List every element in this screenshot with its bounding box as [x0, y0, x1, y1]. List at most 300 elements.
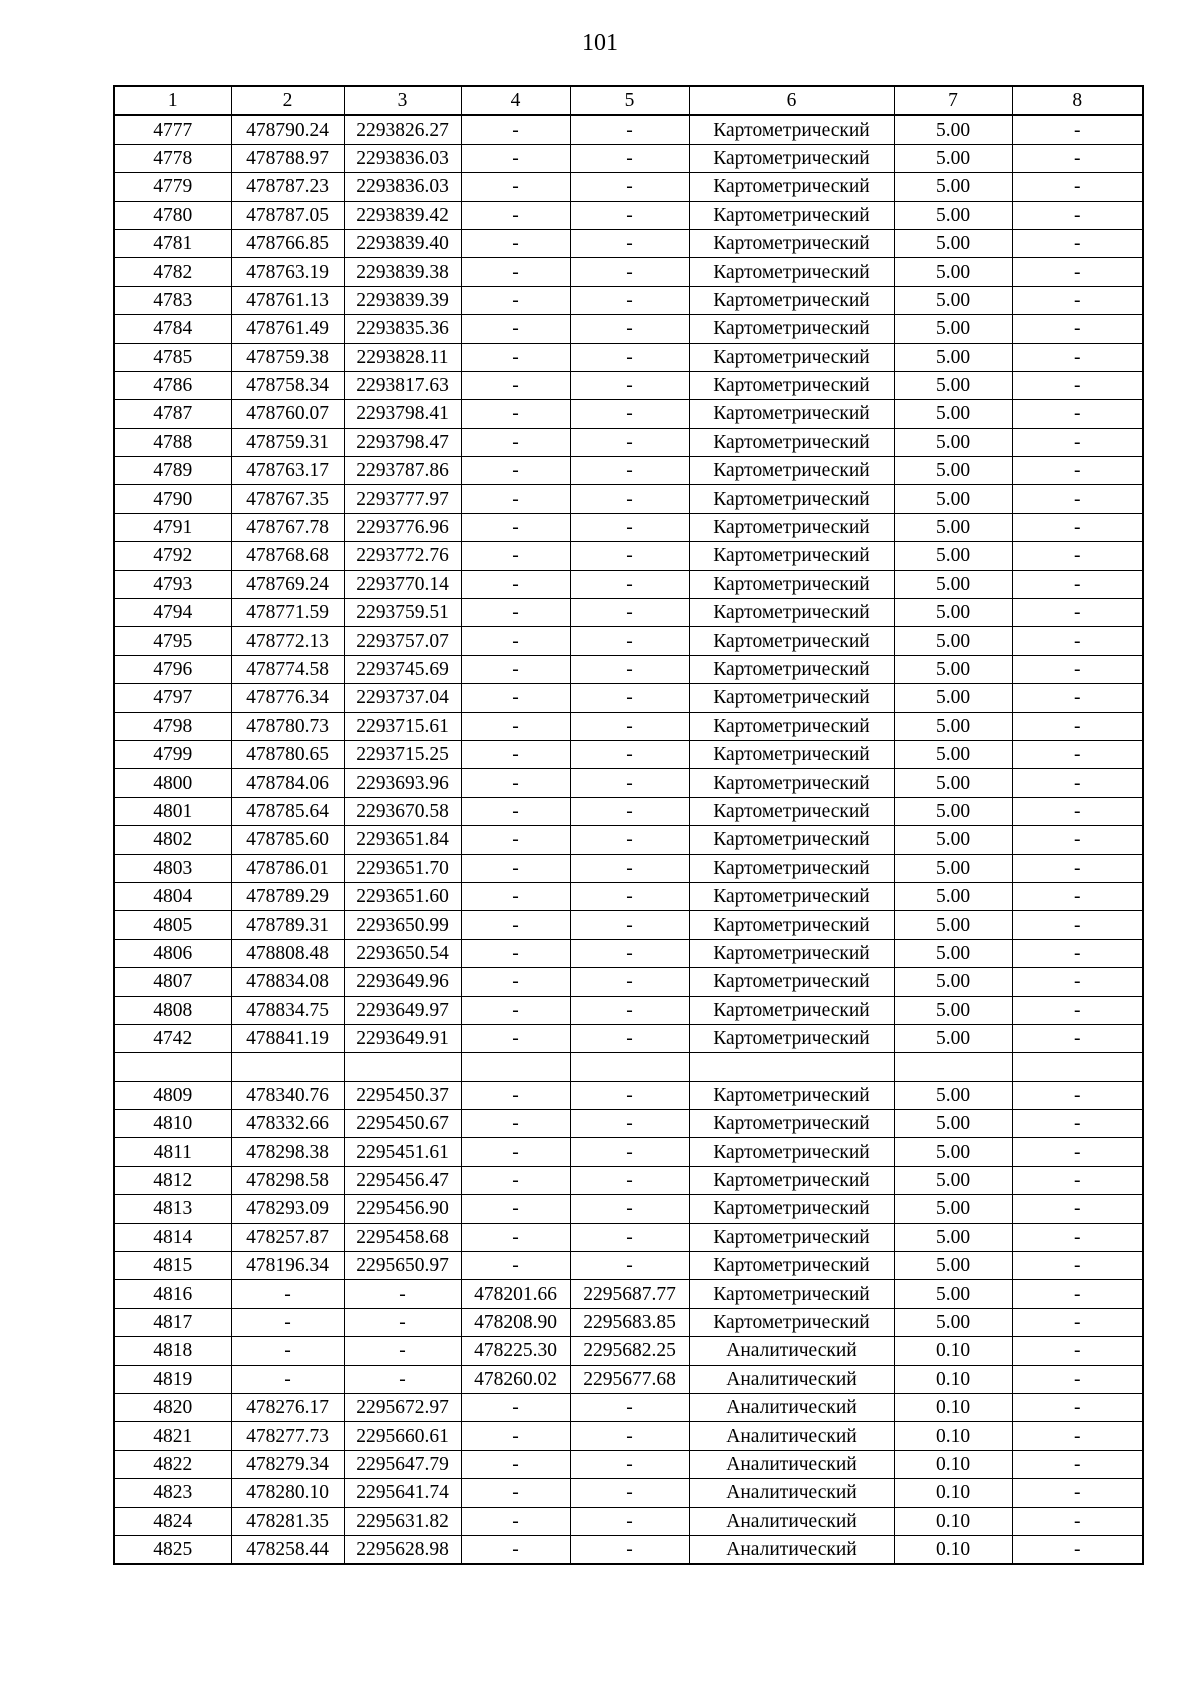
- table-cell: -: [461, 1138, 570, 1166]
- table-cell: 5.00: [894, 542, 1012, 570]
- table-cell: 478790.24: [231, 115, 344, 144]
- table-cell: 5.00: [894, 769, 1012, 797]
- table-cell: Аналитический: [689, 1535, 894, 1564]
- table-cell: [461, 1053, 570, 1081]
- table-cell: -: [1012, 457, 1143, 485]
- table-cell: 5.00: [894, 1081, 1012, 1109]
- table-cell: -: [461, 1110, 570, 1138]
- table-cell: 478759.38: [231, 343, 344, 371]
- table-cell: -: [1012, 343, 1143, 371]
- table-cell: 2295450.67: [344, 1110, 461, 1138]
- table-cell: 478834.75: [231, 996, 344, 1024]
- table-cell: -: [570, 1195, 689, 1223]
- table-cell: Картометрический: [689, 400, 894, 428]
- table-cell: 4796: [114, 655, 231, 683]
- table-cell: 478769.24: [231, 570, 344, 598]
- table-cell: -: [461, 1252, 570, 1280]
- table-cell: Картометрический: [689, 769, 894, 797]
- table-cell: Картометрический: [689, 201, 894, 229]
- table-cell: 4819: [114, 1365, 231, 1393]
- table-row: [114, 854, 1143, 882]
- table-cell: -: [1012, 1166, 1143, 1194]
- table-cell: -: [461, 882, 570, 910]
- table-cell: 2293828.11: [344, 343, 461, 371]
- table-cell: -: [1012, 201, 1143, 229]
- table-cell: 4791: [114, 513, 231, 541]
- table-cell: 4788: [114, 428, 231, 456]
- table-cell: 2295672.97: [344, 1393, 461, 1421]
- table-cell: 4786: [114, 371, 231, 399]
- table-cell: 2295631.82: [344, 1507, 461, 1535]
- table-cell: 478763.19: [231, 258, 344, 286]
- table-cell: 478780.65: [231, 740, 344, 768]
- table-cell: 2293836.03: [344, 144, 461, 172]
- table-cell: 2293651.84: [344, 826, 461, 854]
- table-cell: -: [461, 627, 570, 655]
- table-cell: 2295628.98: [344, 1535, 461, 1564]
- table-cell: -: [570, 371, 689, 399]
- table-cell: -: [1012, 1280, 1143, 1308]
- table-cell: -: [1012, 769, 1143, 797]
- table-cell: 5.00: [894, 570, 1012, 598]
- table-cell: -: [1012, 1365, 1143, 1393]
- table-row: [114, 1166, 1143, 1194]
- table-cell: 2295650.97: [344, 1252, 461, 1280]
- table-cell: 478293.09: [231, 1195, 344, 1223]
- table-cell: -: [1012, 173, 1143, 201]
- table-row: [114, 1053, 1143, 1081]
- table-row: [114, 1479, 1143, 1507]
- table-cell: 5.00: [894, 315, 1012, 343]
- table-cell: -: [1012, 513, 1143, 541]
- table-row: [114, 258, 1143, 286]
- table-cell: 0.10: [894, 1422, 1012, 1450]
- table-cell: Картометрический: [689, 627, 894, 655]
- table-cell: 478763.17: [231, 457, 344, 485]
- table-cell: 478225.30: [461, 1337, 570, 1365]
- table-cell: -: [461, 144, 570, 172]
- table-cell: -: [1012, 1024, 1143, 1052]
- page-number: 101: [582, 30, 618, 56]
- table-row: [114, 513, 1143, 541]
- table-cell: 4781: [114, 229, 231, 257]
- table-cell: -: [231, 1308, 344, 1336]
- table-cell: 478772.13: [231, 627, 344, 655]
- table-cell: 4809: [114, 1081, 231, 1109]
- table-cell: 4824: [114, 1507, 231, 1535]
- table-cell: 4815: [114, 1252, 231, 1280]
- table-row: [114, 485, 1143, 513]
- table-cell: -: [461, 1479, 570, 1507]
- table-cell: -: [570, 911, 689, 939]
- table-cell: -: [1012, 655, 1143, 683]
- table-cell: 478758.34: [231, 371, 344, 399]
- table-cell: -: [570, 400, 689, 428]
- table-cell: 5.00: [894, 996, 1012, 1024]
- table-cell: -: [461, 513, 570, 541]
- table-cell: -: [461, 599, 570, 627]
- table-cell: -: [461, 1535, 570, 1564]
- table-cell: -: [570, 1166, 689, 1194]
- table-cell: Картометрический: [689, 144, 894, 172]
- table-cell: 2293839.40: [344, 229, 461, 257]
- column-header: 4: [461, 86, 570, 115]
- table-row: [114, 1535, 1143, 1564]
- table-cell: 478767.35: [231, 485, 344, 513]
- column-header: 2: [231, 86, 344, 115]
- table-cell: 2295683.85: [570, 1308, 689, 1336]
- table-cell: Картометрический: [689, 229, 894, 257]
- table-cell: 2293839.42: [344, 201, 461, 229]
- table-cell: Картометрический: [689, 996, 894, 1024]
- table-row: [114, 570, 1143, 598]
- table-cell: 2293787.86: [344, 457, 461, 485]
- table-cell: -: [1012, 1479, 1143, 1507]
- table-cell: -: [1012, 400, 1143, 428]
- table-row: [114, 343, 1143, 371]
- table-row: [114, 400, 1143, 428]
- table-cell: 2293651.70: [344, 854, 461, 882]
- table-cell: 478768.68: [231, 542, 344, 570]
- table-cell: Картометрический: [689, 315, 894, 343]
- table-cell: 5.00: [894, 968, 1012, 996]
- table-cell: 0.10: [894, 1337, 1012, 1365]
- table-cell: -: [1012, 485, 1143, 513]
- table-cell: 4787: [114, 400, 231, 428]
- table-cell: 4814: [114, 1223, 231, 1251]
- table-cell: -: [461, 996, 570, 1024]
- table-cell: 5.00: [894, 1195, 1012, 1223]
- table-cell: -: [461, 826, 570, 854]
- table-cell: 478258.44: [231, 1535, 344, 1564]
- table-cell: 5.00: [894, 740, 1012, 768]
- table-cell: -: [570, 740, 689, 768]
- table-cell: 2295687.77: [570, 1280, 689, 1308]
- table-cell: 2295458.68: [344, 1223, 461, 1251]
- table-cell: Картометрический: [689, 684, 894, 712]
- table-cell: 4808: [114, 996, 231, 1024]
- table-cell: 4801: [114, 797, 231, 825]
- table-cell: 2295677.68: [570, 1365, 689, 1393]
- table-cell: -: [1012, 144, 1143, 172]
- table-cell: 2293650.99: [344, 911, 461, 939]
- table-row: [114, 371, 1143, 399]
- table-cell: 478787.05: [231, 201, 344, 229]
- table-cell: -: [570, 1422, 689, 1450]
- table-cell: 4742: [114, 1024, 231, 1052]
- table-cell: 5.00: [894, 627, 1012, 655]
- table-cell: 478785.60: [231, 826, 344, 854]
- table-cell: -: [570, 1081, 689, 1109]
- table-cell: -: [1012, 1507, 1143, 1535]
- table-cell: -: [1012, 1337, 1143, 1365]
- table-cell: -: [461, 1393, 570, 1421]
- table-cell: 4813: [114, 1195, 231, 1223]
- table-cell: -: [461, 457, 570, 485]
- table-cell: -: [461, 939, 570, 967]
- table-cell: 5.00: [894, 457, 1012, 485]
- table-cell: -: [570, 655, 689, 683]
- table-cell: 478774.58: [231, 655, 344, 683]
- table-cell: 4821: [114, 1422, 231, 1450]
- table-cell: Картометрический: [689, 428, 894, 456]
- table-cell: -: [570, 343, 689, 371]
- table-cell: 5.00: [894, 343, 1012, 371]
- table-cell: -: [570, 1535, 689, 1564]
- table-cell: Картометрический: [689, 826, 894, 854]
- table-cell: -: [570, 144, 689, 172]
- table-cell: 5.00: [894, 485, 1012, 513]
- table-cell: -: [461, 1166, 570, 1194]
- table-cell: Картометрический: [689, 712, 894, 740]
- table-cell: Аналитический: [689, 1365, 894, 1393]
- table-cell: 2293649.97: [344, 996, 461, 1024]
- table-row: [114, 740, 1143, 768]
- table-cell: -: [1012, 1422, 1143, 1450]
- table-cell: -: [570, 599, 689, 627]
- table-cell: 478761.13: [231, 286, 344, 314]
- table-cell: 2293651.60: [344, 882, 461, 910]
- table-cell: -: [1012, 996, 1143, 1024]
- table-cell: -: [1012, 911, 1143, 939]
- table-cell: -: [1012, 627, 1143, 655]
- table-cell: -: [461, 371, 570, 399]
- table-cell: Картометрический: [689, 115, 894, 144]
- table-cell: 4817: [114, 1308, 231, 1336]
- table-cell: -: [461, 343, 570, 371]
- coordinates-table: [113, 85, 1144, 1565]
- table-cell: 0.10: [894, 1479, 1012, 1507]
- table-row: [114, 173, 1143, 201]
- table-cell: 0.10: [894, 1393, 1012, 1421]
- table-cell: 0.10: [894, 1507, 1012, 1535]
- table-cell: -: [1012, 826, 1143, 854]
- table-cell: -: [1012, 1195, 1143, 1223]
- table-cell: 2295682.25: [570, 1337, 689, 1365]
- table-cell: -: [570, 1450, 689, 1478]
- table-cell: 2293745.69: [344, 655, 461, 683]
- table-header: [114, 86, 1143, 115]
- table-cell: -: [1012, 115, 1143, 144]
- table-cell: -: [570, 996, 689, 1024]
- table-cell: [114, 1053, 231, 1081]
- table-cell: 478788.97: [231, 144, 344, 172]
- table-cell: 478281.35: [231, 1507, 344, 1535]
- table-cell: 478776.34: [231, 684, 344, 712]
- table-cell: Картометрический: [689, 1024, 894, 1052]
- table-cell: -: [1012, 968, 1143, 996]
- table-cell: 4779: [114, 173, 231, 201]
- table-cell: -: [461, 428, 570, 456]
- table-cell: 5.00: [894, 911, 1012, 939]
- table-cell: 4807: [114, 968, 231, 996]
- table-cell: -: [1012, 542, 1143, 570]
- table-cell: -: [344, 1308, 461, 1336]
- table-cell: -: [570, 854, 689, 882]
- table-cell: 2293826.27: [344, 115, 461, 144]
- table-cell: 4795: [114, 627, 231, 655]
- table-cell: 2295647.79: [344, 1450, 461, 1478]
- table-cell: -: [1012, 1393, 1143, 1421]
- table-row: [114, 428, 1143, 456]
- table-cell: 2293757.07: [344, 627, 461, 655]
- table-cell: 5.00: [894, 428, 1012, 456]
- table-cell: Аналитический: [689, 1507, 894, 1535]
- table-cell: 5.00: [894, 1166, 1012, 1194]
- table-cell: -: [570, 542, 689, 570]
- table-cell: -: [461, 655, 570, 683]
- table-cell: -: [570, 286, 689, 314]
- table-cell: Картометрический: [689, 1280, 894, 1308]
- table-cell: Картометрический: [689, 513, 894, 541]
- table-cell: -: [1012, 229, 1143, 257]
- table-row: [114, 996, 1143, 1024]
- table-cell: Картометрический: [689, 485, 894, 513]
- table-row: [114, 1280, 1143, 1308]
- table-cell: Картометрический: [689, 655, 894, 683]
- table-cell: 478208.90: [461, 1308, 570, 1336]
- table-cell: 5.00: [894, 258, 1012, 286]
- table-cell: 5.00: [894, 1308, 1012, 1336]
- table-cell: 478257.87: [231, 1223, 344, 1251]
- table-cell: 2293770.14: [344, 570, 461, 598]
- table-cell: 2293839.39: [344, 286, 461, 314]
- table-cell: 5.00: [894, 797, 1012, 825]
- table-cell: -: [1012, 1252, 1143, 1280]
- table-cell: 4785: [114, 343, 231, 371]
- table-cell: 4780: [114, 201, 231, 229]
- table-row: [114, 1195, 1143, 1223]
- table-cell: -: [1012, 854, 1143, 882]
- table-cell: -: [1012, 258, 1143, 286]
- table-cell: 478789.31: [231, 911, 344, 939]
- table-row: [114, 826, 1143, 854]
- table-cell: 4802: [114, 826, 231, 854]
- table-row: [114, 1365, 1143, 1393]
- table-row: [114, 115, 1143, 144]
- table-cell: 5.00: [894, 115, 1012, 144]
- table-cell: 4784: [114, 315, 231, 343]
- table-cell: Картометрический: [689, 542, 894, 570]
- table-cell: 478332.66: [231, 1110, 344, 1138]
- table-cell: 2293817.63: [344, 371, 461, 399]
- table-cell: 4789: [114, 457, 231, 485]
- table-cell: [231, 1053, 344, 1081]
- table-cell: -: [570, 457, 689, 485]
- table-cell: 478277.73: [231, 1422, 344, 1450]
- table-cell: -: [1012, 371, 1143, 399]
- table-cell: 2295451.61: [344, 1138, 461, 1166]
- table-cell: -: [570, 769, 689, 797]
- table-cell: 5.00: [894, 371, 1012, 399]
- table-row: [114, 542, 1143, 570]
- table-cell: 2293715.61: [344, 712, 461, 740]
- table-cell: Картометрический: [689, 599, 894, 627]
- table-cell: 5.00: [894, 655, 1012, 683]
- table-row: [114, 599, 1143, 627]
- table-cell: 478196.34: [231, 1252, 344, 1280]
- table-cell: 5.00: [894, 144, 1012, 172]
- table-cell: -: [344, 1337, 461, 1365]
- table-cell: 478759.31: [231, 428, 344, 456]
- table-cell: -: [570, 570, 689, 598]
- table-cell: Картометрический: [689, 570, 894, 598]
- table-cell: -: [461, 115, 570, 144]
- table-row: [114, 1337, 1143, 1365]
- table-cell: 4793: [114, 570, 231, 598]
- table-cell: -: [461, 1507, 570, 1535]
- table-cell: Картометрический: [689, 740, 894, 768]
- table-row: [114, 882, 1143, 910]
- table-row: [114, 1422, 1143, 1450]
- table-cell: 4783: [114, 286, 231, 314]
- table-cell: Картометрический: [689, 882, 894, 910]
- table-cell: -: [570, 1252, 689, 1280]
- table-cell: -: [1012, 797, 1143, 825]
- table-cell: Аналитический: [689, 1337, 894, 1365]
- table-cell: 5.00: [894, 1138, 1012, 1166]
- table-cell: 4820: [114, 1393, 231, 1421]
- table-row: [114, 1252, 1143, 1280]
- table-row: [114, 968, 1143, 996]
- table-row: [114, 1450, 1143, 1478]
- table-cell: 4800: [114, 769, 231, 797]
- table-cell: -: [1012, 684, 1143, 712]
- table-cell: -: [570, 229, 689, 257]
- table-cell: 478298.58: [231, 1166, 344, 1194]
- table-cell: 2293772.76: [344, 542, 461, 570]
- table-cell: -: [344, 1280, 461, 1308]
- table-cell: -: [461, 1024, 570, 1052]
- table-cell: -: [461, 173, 570, 201]
- table-cell: -: [461, 315, 570, 343]
- table-cell: Картометрический: [689, 1166, 894, 1194]
- table-row: [114, 229, 1143, 257]
- table-cell: -: [570, 428, 689, 456]
- table-cell: 478201.66: [461, 1280, 570, 1308]
- table-cell: -: [461, 1081, 570, 1109]
- table-cell: 2295641.74: [344, 1479, 461, 1507]
- table-cell: 478280.10: [231, 1479, 344, 1507]
- table-cell: -: [1012, 286, 1143, 314]
- table-cell: 2293776.96: [344, 513, 461, 541]
- table-cell: -: [461, 911, 570, 939]
- table-cell: -: [1012, 570, 1143, 598]
- table-cell: -: [570, 627, 689, 655]
- table-cell: -: [570, 1507, 689, 1535]
- table-cell: 4823: [114, 1479, 231, 1507]
- table-cell: Картометрический: [689, 371, 894, 399]
- table-row: [114, 1024, 1143, 1052]
- table-cell: 5.00: [894, 1024, 1012, 1052]
- table-cell: Картометрический: [689, 1223, 894, 1251]
- table-cell: 5.00: [894, 826, 1012, 854]
- table-cell: -: [461, 1450, 570, 1478]
- table-cell: 2293649.91: [344, 1024, 461, 1052]
- column-header: 1: [114, 86, 231, 115]
- table-cell: 5.00: [894, 599, 1012, 627]
- table-cell: 478771.59: [231, 599, 344, 627]
- table-cell: -: [570, 1393, 689, 1421]
- table-cell: 4794: [114, 599, 231, 627]
- table-cell: 478760.07: [231, 400, 344, 428]
- table-cell: -: [570, 684, 689, 712]
- table-cell: -: [461, 854, 570, 882]
- table-cell: -: [1012, 1138, 1143, 1166]
- table-row: [114, 797, 1143, 825]
- table-cell: 2295456.90: [344, 1195, 461, 1223]
- table-row: [114, 911, 1143, 939]
